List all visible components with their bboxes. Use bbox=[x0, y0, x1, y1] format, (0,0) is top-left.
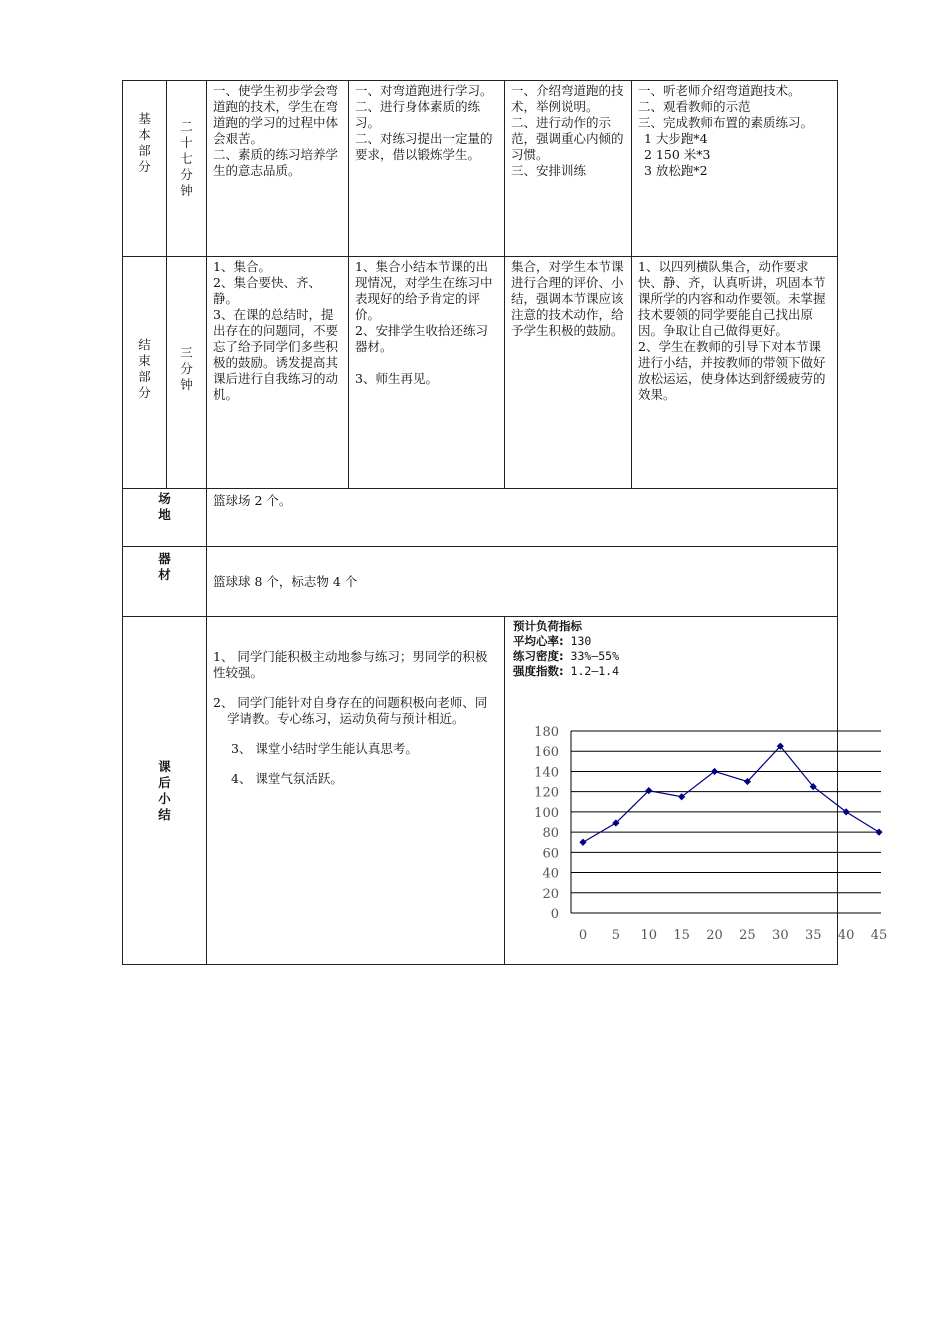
x-tick-label: 20 bbox=[706, 928, 723, 943]
load-chart-cell bbox=[505, 617, 888, 965]
series-line bbox=[583, 746, 879, 842]
basic-student-cell: 一、听老师介绍弯道跑技术。 二、观看教师的示范 三、完成教师布置的素质练习。 1 大步跑*4 2 150 米*3 3 放松跑*2 bbox=[632, 81, 838, 257]
y-tick-label: 20 bbox=[542, 886, 559, 902]
y-tick-label: 60 bbox=[542, 846, 559, 862]
y-tick-label: 120 bbox=[534, 785, 559, 801]
y-tick-label: 80 bbox=[542, 826, 559, 842]
summary-label: 课 后 小 结 bbox=[123, 617, 207, 965]
heart-rate-line-chart bbox=[505, 617, 905, 963]
y-tick-label: 140 bbox=[534, 765, 559, 781]
load-title: 预计负荷指标 bbox=[513, 619, 582, 633]
summary-item: 1、 同学门能积极主动地参与练习；男同学的积极性较强。 bbox=[213, 649, 488, 680]
y-tick-label: 40 bbox=[542, 866, 559, 882]
x-tick-label: 5 bbox=[611, 928, 621, 943]
summary-item: 4、 课堂气氛活跃。 bbox=[231, 771, 343, 786]
basic-content-cell: 一、对弯道跑进行学习。 二、进行身体素质的练习。 二、对练习提出一定量的要求，借以锻炼学生。 bbox=[349, 81, 505, 257]
x-tick-label: 40 bbox=[837, 928, 855, 943]
ending-student-cell: 1、以四列横队集合，动作要求快、静、齐，认真听讲，巩固本节课所学的内容和动作要领。未掌握技术要领的同学要能自己找出原因。争取让自己做得更好。 2、学生在教师的引导下对本节课进行小结，并按教师的带领下做好放松运运，使身体达到舒缓疲劳的效果。 bbox=[632, 257, 838, 489]
summary-item: 3、 课堂小结时学生能认真思考。 bbox=[231, 741, 418, 756]
y-tick-label: 180 bbox=[534, 725, 559, 740]
basic-teacher-cell: 一、介绍弯道跑的技术，举例说明。 二、进行动作的示范，强调重心内倾的习惯。 三、安排训练 bbox=[505, 81, 632, 257]
heart-rate-label: 平均心率: bbox=[513, 634, 564, 648]
heart-rate-value: 130 bbox=[570, 634, 592, 648]
x-tick-label: 0 bbox=[578, 928, 588, 943]
density-value: 33%—55% bbox=[570, 649, 620, 663]
x-tick-label: 30 bbox=[772, 928, 789, 943]
data-point bbox=[875, 829, 882, 836]
intensity-label: 强度指数: bbox=[513, 664, 564, 678]
data-point bbox=[579, 839, 586, 846]
equipment-text: 篮球球 8 个，标志物 4 个 bbox=[207, 547, 838, 617]
ending-part-label: 结 束 部 分 bbox=[123, 257, 167, 489]
basic-part-row bbox=[123, 81, 838, 257]
venue-row bbox=[123, 489, 838, 547]
ending-teacher-cell: 集合，对学生本节课进行合理的评价、小结，强调本节课应该注意的技术动作，给予学生积极的鼓励。 bbox=[505, 257, 632, 489]
y-tick-label: 100 bbox=[534, 805, 559, 821]
venue-label: 场 地 bbox=[123, 489, 207, 547]
venue-text: 篮球场 2 个。 bbox=[207, 489, 838, 547]
ending-objectives-cell: 1、集合。 2、集合要快、齐、静。 3、在课的总结时，提出存在的问题同，不要忘了给予同学们多些积极的鼓励。诱发提高其课后进行自我练习的动机。 bbox=[207, 257, 349, 489]
basic-time-label: 二 十 七 分 钟 bbox=[167, 81, 207, 257]
ending-content-cell: 1、集合小结本节课的出现情况，对学生在练习中表现好的给予肯定的评价。 2、安排学生收拾还练习器材。 3、师生再见。 bbox=[349, 257, 505, 489]
basic-part-label: 基 本 部 分 bbox=[123, 81, 167, 257]
x-tick-label: 10 bbox=[640, 928, 658, 943]
ending-time-label: 三 分 钟 bbox=[167, 257, 207, 489]
summary-item: 2、 同学门能针对自身存在的问题积极向老师、同学请教。专心练习，运动负荷与预计相近。 bbox=[213, 695, 488, 726]
x-tick-label: 15 bbox=[673, 928, 690, 943]
x-tick-label: 35 bbox=[804, 928, 822, 943]
equipment-row bbox=[123, 547, 838, 617]
basic-objectives-cell: 一、使学生初步学会弯道跑的技术，学生在弯道跑的学习的过程中体会艰苦。 二、素质的练习培养学生的意志品质。 bbox=[207, 81, 349, 257]
ending-part-row bbox=[123, 257, 838, 489]
y-tick-label: 0 bbox=[550, 907, 559, 922]
x-tick-label: 45 bbox=[870, 928, 888, 943]
y-tick-label: 160 bbox=[534, 745, 559, 761]
summary-list bbox=[207, 617, 505, 965]
intensity-value: 1.2—1.4 bbox=[570, 664, 620, 678]
summary-row bbox=[123, 617, 838, 965]
density-label: 练习密度: bbox=[513, 649, 564, 663]
lesson-plan-table bbox=[122, 80, 888, 965]
equipment-label: 器 材 bbox=[123, 547, 207, 617]
x-tick-label: 25 bbox=[739, 928, 756, 943]
